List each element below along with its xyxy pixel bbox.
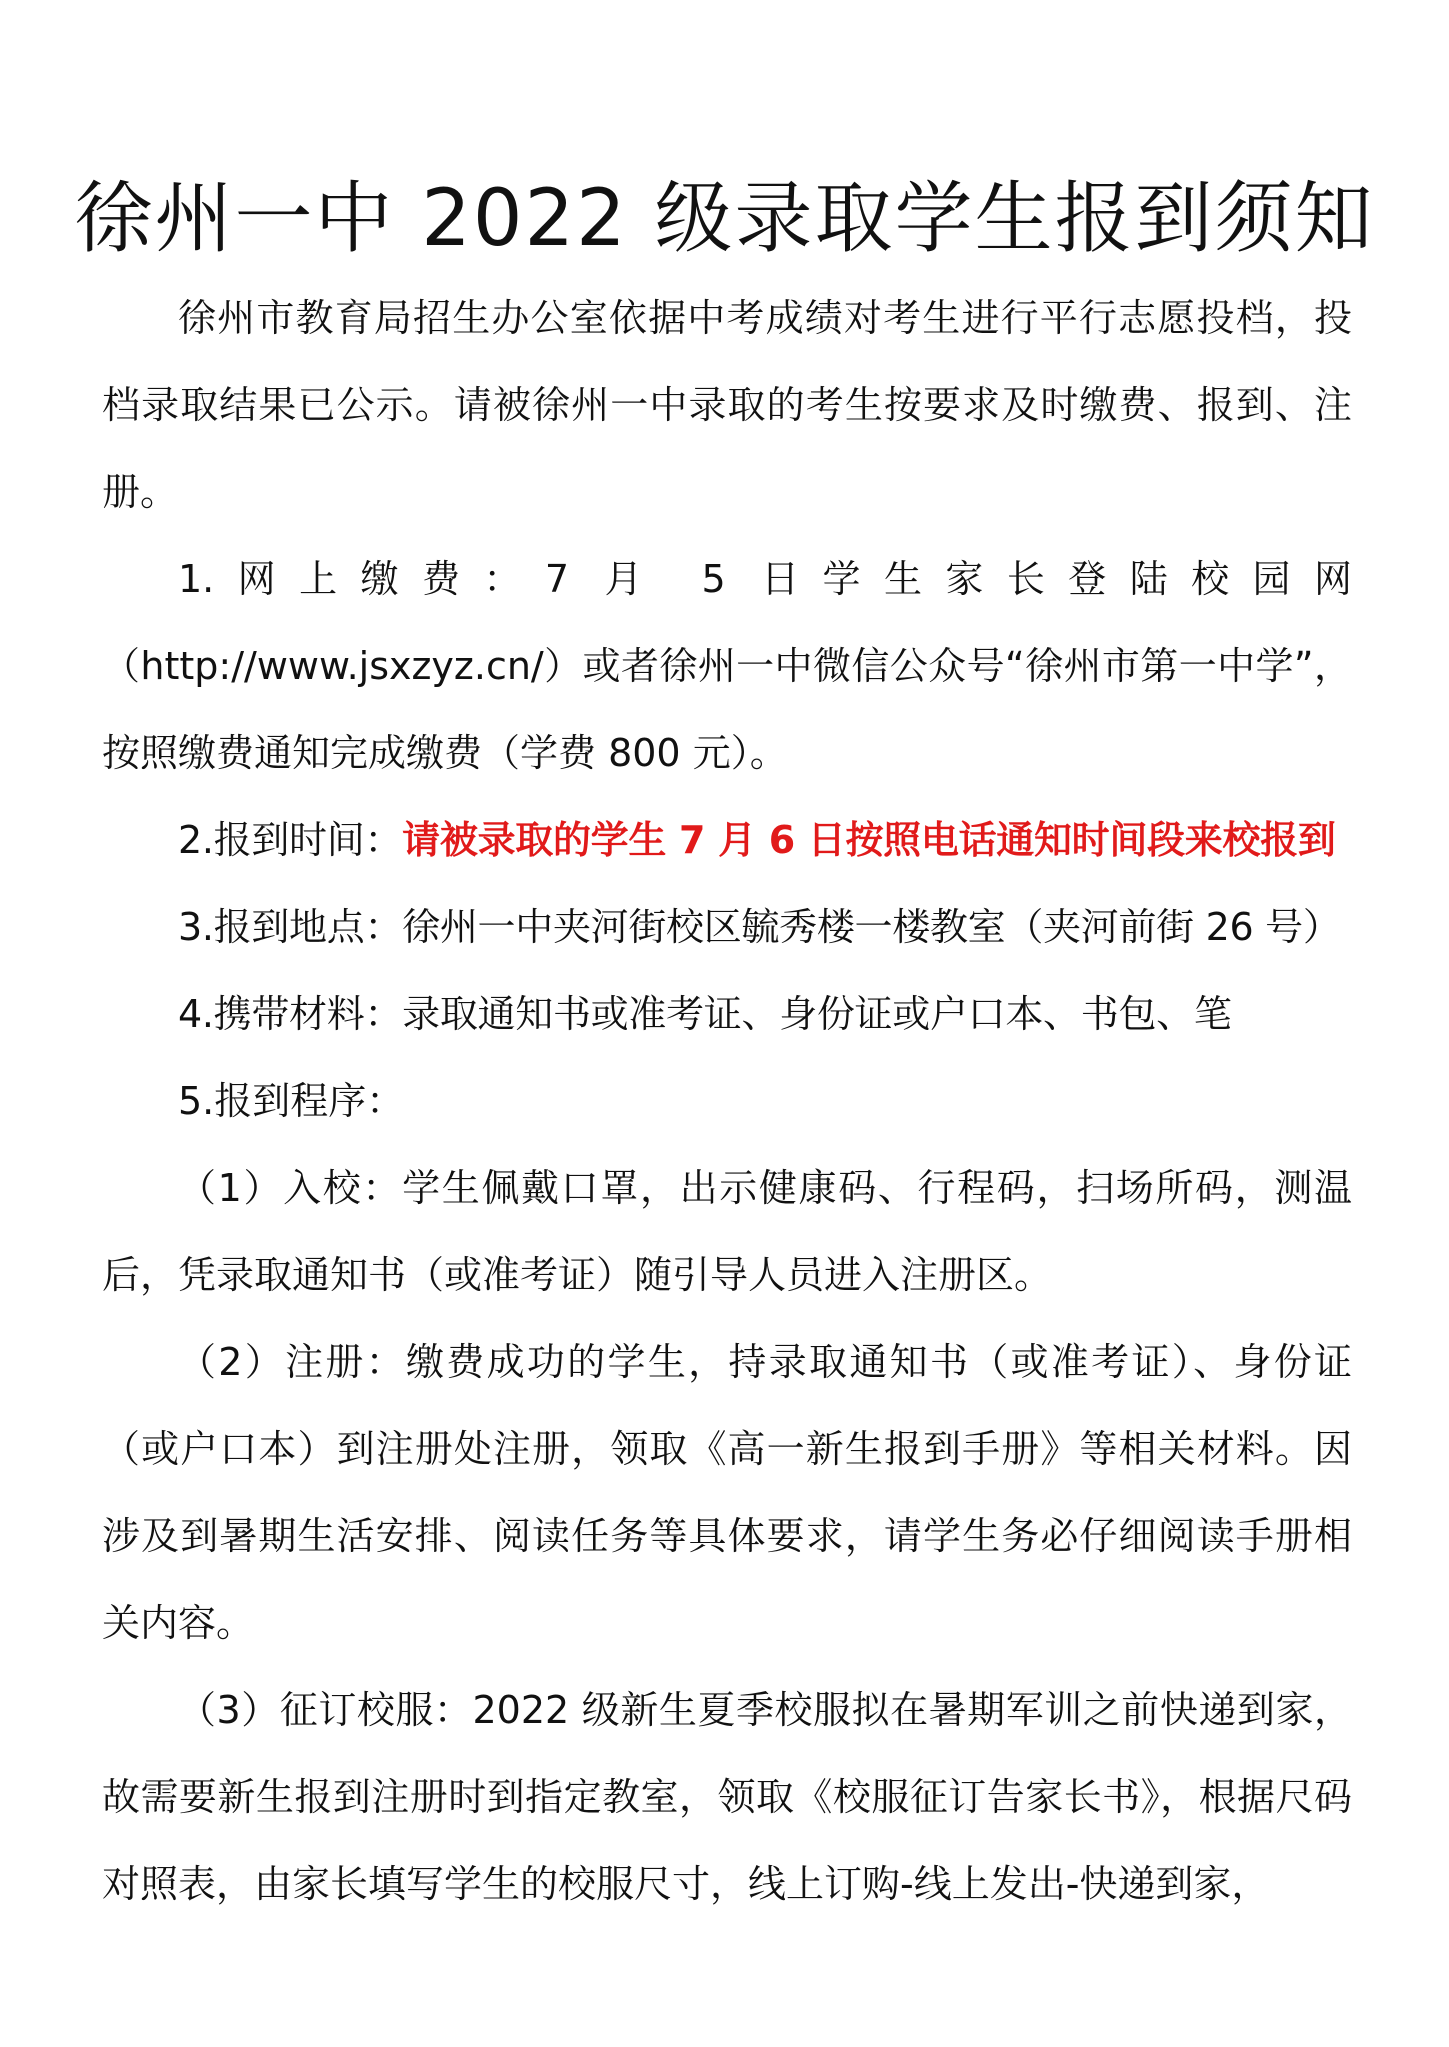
item-materials: 4.携带材料：录取通知书或准考证、身份证或户口本、书包、笔 [178, 992, 1232, 1036]
item-report-location: 3.报到地点：徐州一中夹河街校区毓秀楼一楼教室（夹河前街 26 号） [178, 905, 1341, 949]
procedure-step-registration: （2）注册：缴费成功的学生，持录取通知书（或准考证）、身份证（或户口本）到注册处注册，领取《高一新生报到手册》等相关材料。因涉及到暑期生活安排、阅读任务等具体要求，请学生务必仔细阅读手册相关内容。 [102, 1340, 1352, 1645]
procedure-step-uniform: （3）征订校服：2022 级新生夏季校服拟在暑期军训之前快递到家，故需要新生报到注册时到指定教室，领取《校服征订告家长书》，根据尺码对照表，由家长填写学生的校服尺寸，线上订购-线上发出-快递到家， [102, 1688, 1352, 1906]
intro-paragraph: 徐州市教育局招生办公室依据中考成绩对考生进行平行志愿投档，投档录取结果已公示。请被徐州一中录取的考生按要求及时缴费、报到、注册。 [102, 296, 1352, 514]
procedure-step-entry: （1）入校：学生佩戴口罩，出示健康码、行程码，扫场所码，测温后，凭录取通知书（或准考证）随引导人员进入注册区。 [102, 1166, 1352, 1297]
document-title: 徐州一中 2022 级录取学生报到须知 [74, 174, 1375, 265]
document-body [102, 275, 1352, 1928]
item-online-payment: 1.网上缴费：7 月 5 日学生家长登陆校园网（http://www.jsxzyz.cn/）或者徐州一中微信公众号“徐州市第一中学”，按照缴费通知完成缴费（学费 800 元）。 [102, 557, 1352, 775]
item-procedure-heading: 5.报到程序： [178, 1079, 405, 1123]
report-time-label: 2.报到时间： [178, 818, 403, 862]
report-time-highlight: 请被录取的学生 7 月 6 日按照电话通知时间段来校报到 [402, 818, 1336, 862]
item-report-time [102, 797, 1352, 884]
